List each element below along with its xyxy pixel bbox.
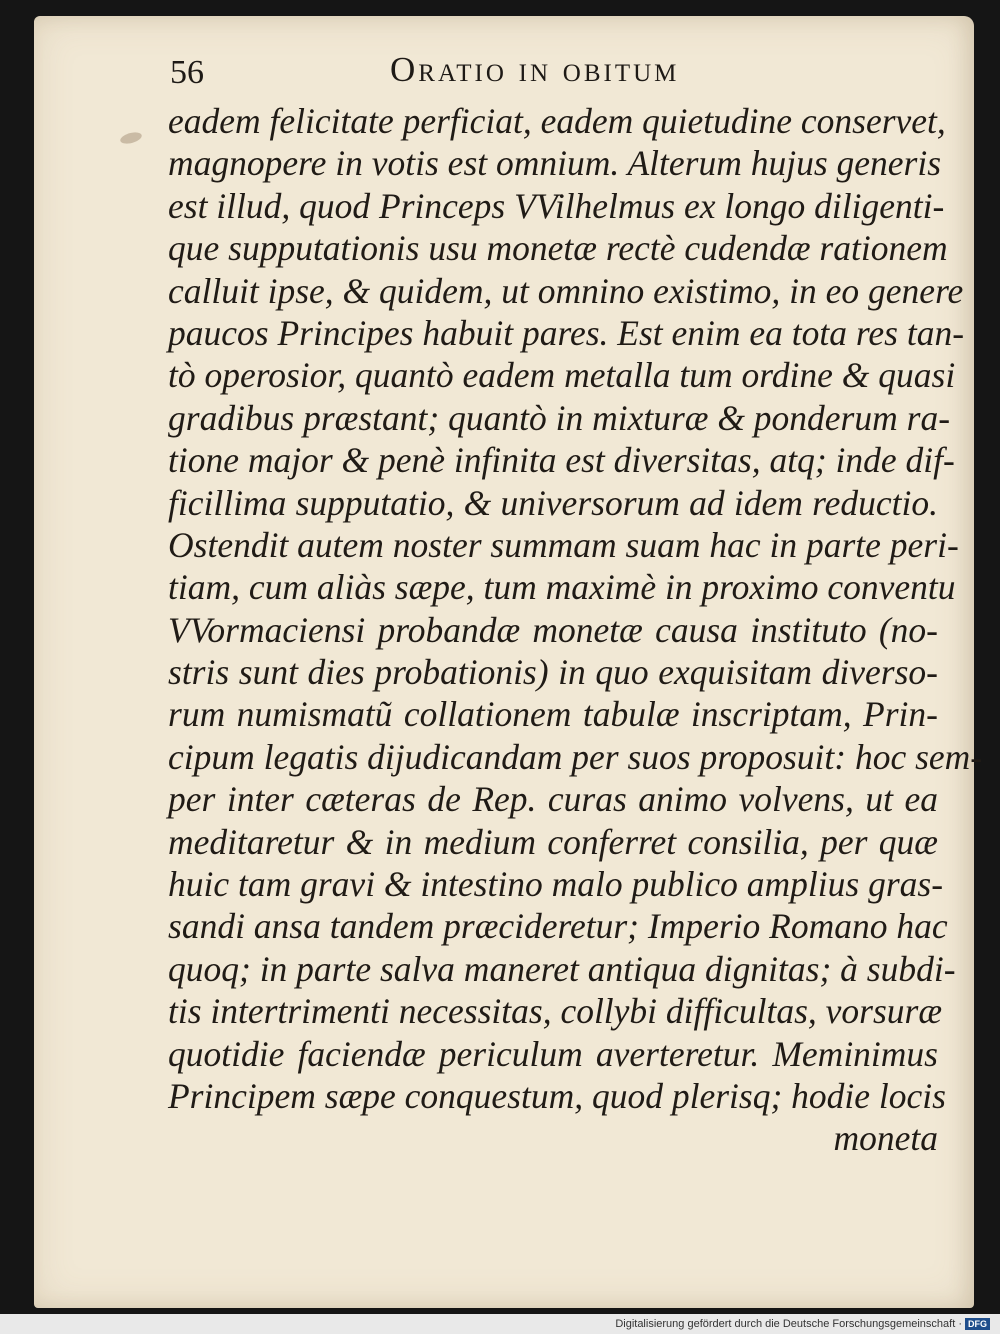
text-line: Ostendit autem noster summam suam hac in parte peri- — [168, 524, 959, 565]
text-line: sandi ansa tandem præcideretur; Imperio Romano hac — [168, 906, 948, 947]
running-head: Oratio in obitum — [390, 50, 680, 89]
text-line: huic tam gravi & intestino malo publico amplius gras- — [168, 864, 944, 905]
text-line: quotidie faciendæ periculum averteretur. Meminimus — [168, 1033, 938, 1074]
text-line: eadem felicitate perficiat, eadem quietudine conservet, — [168, 101, 946, 141]
page-number: 56 — [170, 54, 204, 91]
text-line: VVormaciensi probandæ monetæ causa instituto (no- — [168, 609, 938, 650]
text-line: paucos Principes habuit pares. Est enim ea tota res tan- — [168, 312, 965, 353]
text-line: tione major & penè infinita est diversitas, atq; inde dif- — [168, 440, 955, 481]
dfg-logo: DFG — [965, 1318, 990, 1330]
body-text — [168, 100, 983, 1160]
text-line: rum numismatũ collationem tabulæ inscriptam, Prin- — [168, 694, 938, 735]
text-line: magnopere in votis est omnium. Alterum hujus generis — [168, 143, 942, 184]
text-line: est illud, quod Princeps VVilhelmus ex longo diligenti- — [168, 185, 945, 226]
text-line: gradibus præstant; quantò in mixturæ & ponderum ra- — [168, 397, 951, 438]
text-line: Principem sæpe conquestum, quod plerisq; hodie locis — [168, 1075, 946, 1116]
text-line: meditaretur & in medium conferret consilia, per quæ — [168, 821, 938, 862]
credit-text: Digitalisierung gefördert durch die Deutsche Forschungsgemeinschaft · — [615, 1318, 962, 1330]
text-line: per inter cæteras de Rep. curas animo volvens, ut ea — [168, 779, 938, 820]
text-line: cipum legatis dijudicandam per suos proposuit: hoc sem- — [168, 736, 983, 777]
text-line: tiam, cum aliàs sæpe, tum maximè in proximo conventu — [168, 567, 956, 608]
digitization-credit — [606, 1318, 990, 1330]
page-stain — [119, 130, 143, 145]
catchword: moneta — [833, 1118, 938, 1159]
text-line: calluit ipse, & quidem, ut omnino existimo, in eo genere — [168, 270, 964, 311]
text-line: tò operosior, quantò eadem metalla tum ordine & quasi — [168, 355, 956, 396]
text-line: que supputationis usu monetæ rectè cudendæ rationem — [168, 228, 948, 269]
text-line: quoq; in parte salva maneret antiqua dignitas; à subdi- — [168, 948, 956, 989]
text-line: stris sunt dies probationis) in quo exquisitam diverso- — [168, 652, 938, 693]
text-line: tis intertrimenti necessitas, collybi difficultas, vorsuræ — [168, 991, 943, 1032]
text-line: ficillima supputatio, & universorum ad idem reductio. — [168, 482, 938, 523]
